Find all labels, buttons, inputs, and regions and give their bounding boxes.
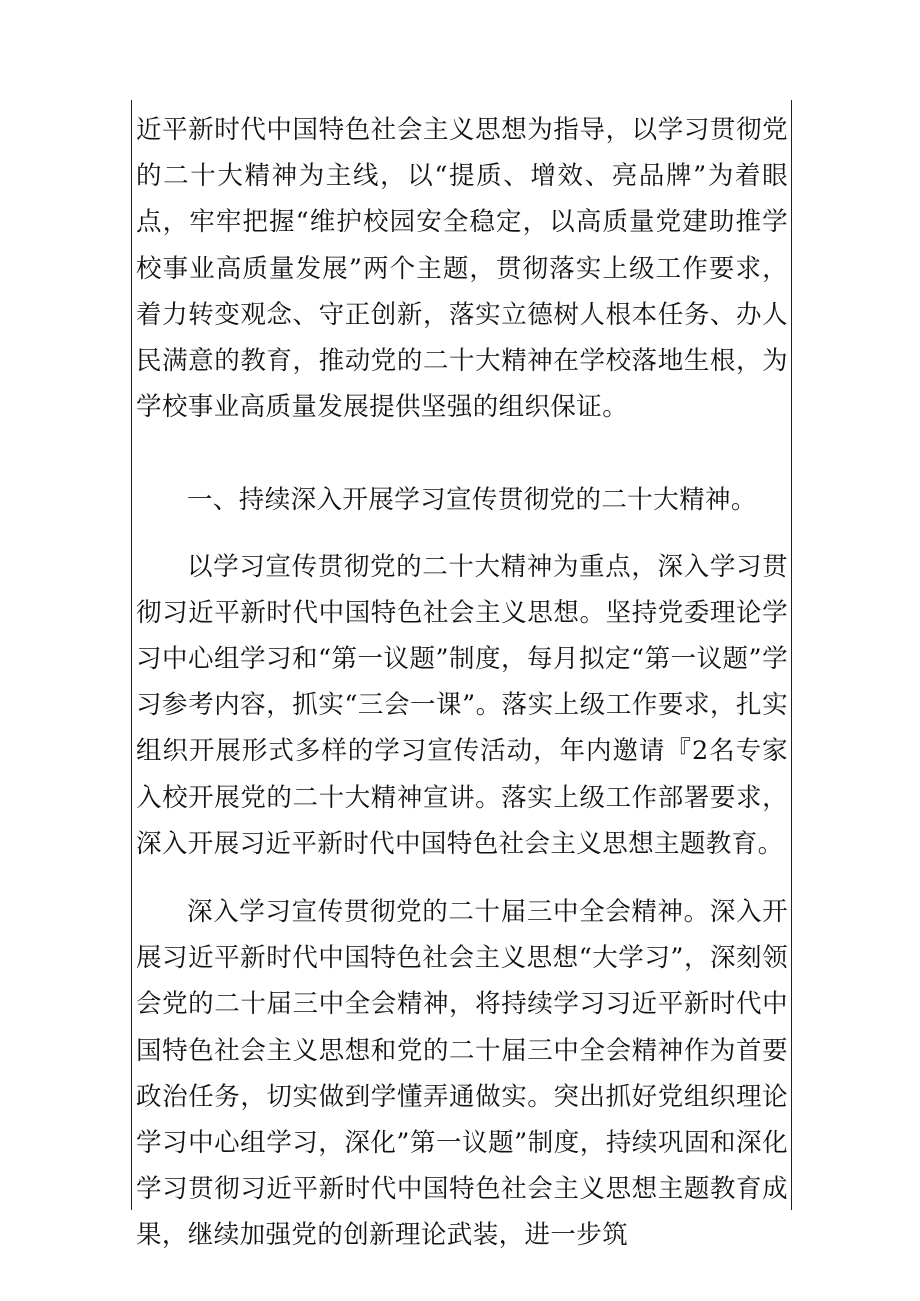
paragraph-spacer: [136, 430, 788, 477]
table-border-left: [131, 100, 132, 1210]
document-body: [136, 107, 788, 1259]
body-paragraph-1: 以学习宣传贯彻党的二十大精神为重点，深入学习贯彻习近平新时代中国特色社会主义思想。坚持党委理论学习中心组学习和“第一议题”制度，每月拟定“第一议题”学习参考内容，抓实“三会一课”。落实上级工作要求，扎实组织开展形式多样的学习宣传活动，年内邀请『2名专家入校开展党的二十大精神宣讲。落实上级工作部署要求，深入开展习近平新时代中国特色社会主义思想主题教育。: [136, 551, 788, 859]
paragraph-spacer: [136, 524, 788, 544]
body-paragraph-2: 深入学习宣传贯彻党的二十届三中全会精神。深入开展习近平新时代中国特色社会主义思想“大学习”，深刻领会党的二十届三中全会精神，将持续学习习近平新时代中国特色社会主义思想和党的二十届三中全会精神作为首要政治任务，切实做到学懂弄通做实。突出抓好党组织理论学习中心组学习，深化”第一议题”制度，持续巩固和深化学习贯彻习近平新时代中国特色社会主义思想主题教育成果，继续加强党的创新理论武装，进一步筑: [136, 897, 788, 1251]
paragraph-spacer: [136, 867, 788, 889]
table-border-right: [791, 100, 792, 1210]
section-heading: 一、持续深入开展学习宣传贯彻党的二十大精神。: [187, 485, 757, 516]
intro-paragraph: 近平新时代中国特色社会主义思想为指导，以学习贯彻党的二十大精神为主线，以“提质、增效、亮品牌”为着眼点，牢牢把握“维护校园安全稳定，以高质量党建助推学校事业高质量发展”两个主题，贯彻落实上级工作要求，着力转变观念、守正创新，落实立德树人根本任务、办人民满意的教育，推动党的二十大精神在学校落地生根，为学校事业高质量发展提供坚强的组织保证。: [136, 115, 788, 423]
